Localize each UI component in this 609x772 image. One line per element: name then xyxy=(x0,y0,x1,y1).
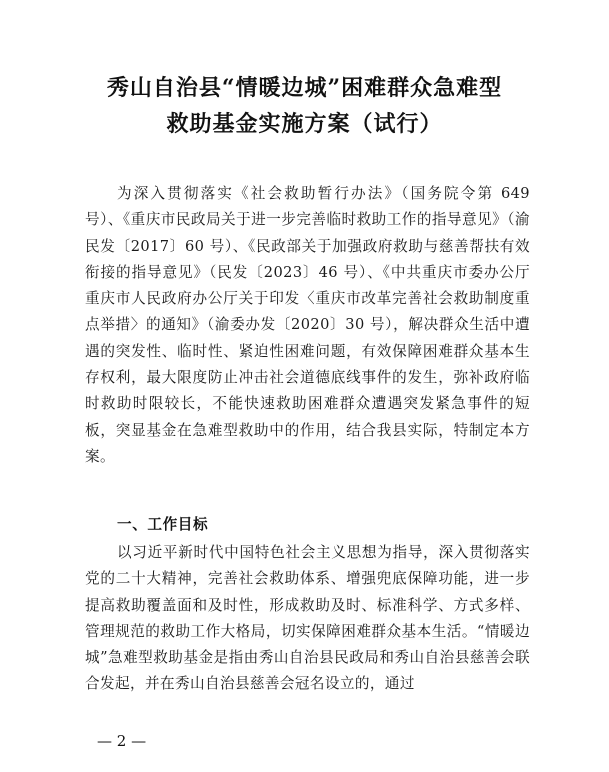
section-heading-work-goals: 一、工作目标 xyxy=(117,516,209,533)
document-title-line-2: 救助基金实施方案（试行） xyxy=(166,111,443,137)
intro-paragraph: 为深入贯彻落实《社会救助暂行办法》（国务院令第 649 号）、《重庆市民政局关于进一步完善临时救助工作的指导意见》（渝民发〔2017〕60 号）、《民政部关于加强政府救助与慈善帮扶有效衔接的指导意见》（民发〔2023〕46 号）、《中共重庆市委办公厅重庆市人民政府办公厅关于印发〈重庆市改革完善社会救助制度重点举措〉的通知》（渝委办发〔2020〕30 号），解决群众生活中遭遇的突发性、临时性、紧迫性困难问题，有效保障困难群众基本生存权利，最大限度防止冲击社会道德底线事件的发生，弥补政府临时救助时限较长，不能快速救助困难群众遭遇突发紧急事件的短板，突显基金在急难型救助中的作用，结合我县实际，特制定本方案。 xyxy=(85,185,530,465)
page-number: — 2 — xyxy=(97,732,147,750)
section-paragraph-work-goals: 以习近平新时代中国特色社会主义思想为指导，深入贯彻落实党的二十大精神，完善社会救助体系、增强兜底保障功能，进一步提高救助覆盖面和及时性，形成救助及时、标准科学、方式多样、管理规范的救助工作大格局，切实保障困难群众基本生活。“情暖边城”急难型救助基金是指由秀山自治县民政局和秀山自治县慈善会联合发起，并在秀山自治县慈善会冠名设立的，通过 xyxy=(85,544,530,693)
document-title-line-1: 秀山自治县“情暖边城”困难群众急难型 xyxy=(106,75,503,101)
